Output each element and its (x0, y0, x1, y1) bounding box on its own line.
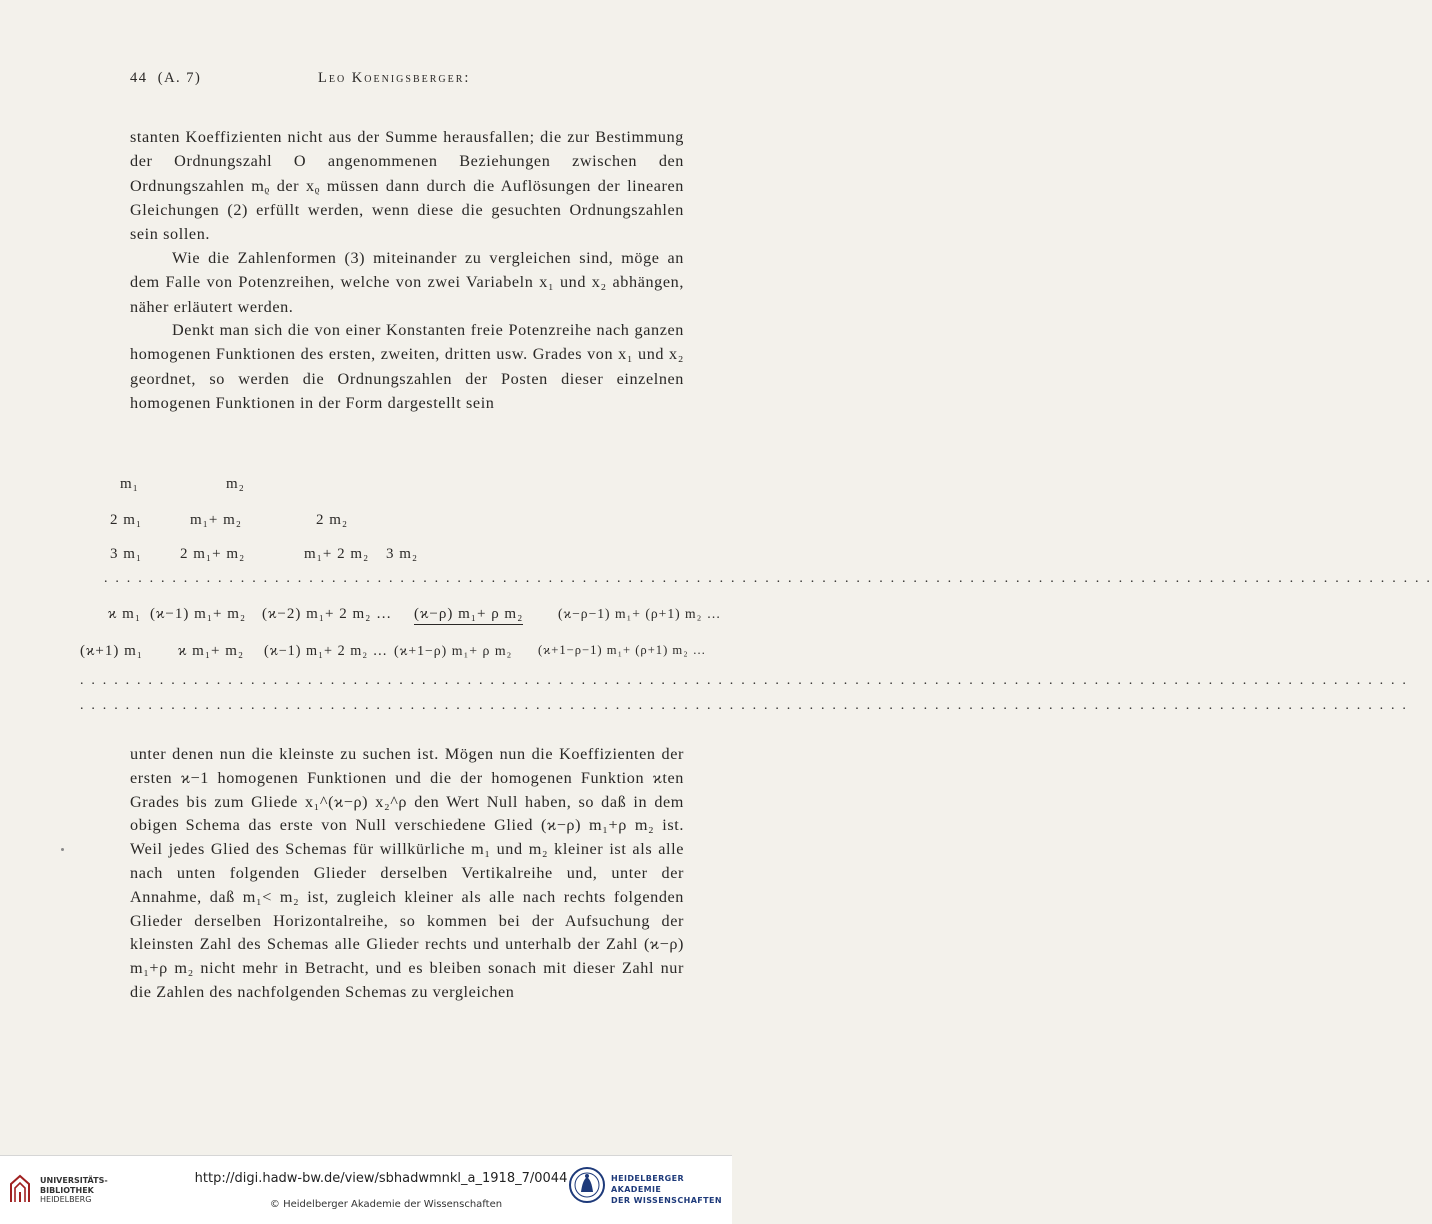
schema-row5-cell3: (ϰ−1) m₁+ 2 m₂ … (264, 643, 388, 659)
academy-seal-icon (568, 1166, 606, 1204)
schema-row5-cell1: (ϰ+1) m₁ (80, 643, 143, 659)
schema-ellipsis-row-2: . . . . . . . . . . . . . . . . . . . . . . . . . . . . . . . . . . . . . . . . . . . . . . . . . . . . . . . . . . . . . . . . . . . . . . . . . . . . . . . . . . . . . . . . . . . . . . . . . . . . . . . . . . . . . . . . . . . . . (80, 673, 1409, 688)
order-number-schema (0, 470, 1432, 720)
university-library-name: UNIVERSITÄTS- BIBLIOTHEK HEIDELBERG (40, 1176, 108, 1204)
academy-name: HEIDELBERGER AKADEMIE DER WISSENSCHAFTEN (611, 1174, 722, 1205)
schema-row1-cell2: m₂ (226, 476, 245, 492)
schema-ellipsis-row: . . . . . . . . . . . . . . . . . . . . . . . . . . . . . . . . . . . . . . . . . . . . . . . . . . . . . . . . . . . . . . . . . . . . . . . . . . . . . . . . . . . . . . . . . . . . . . . . . . . . . . . . . . . . . . . . . . . . . (104, 571, 1432, 586)
running-title: Leo Koenigsberger: (318, 70, 471, 86)
schema-row3-cell2: 2 m₁+ m₂ (180, 546, 246, 562)
paragraph-1: stanten Koeffizienten nicht aus der Summe herausfallen; die zur Bestimmung der Ordnungszahl O angenommenen Beziehungen zwischen den Ordnungszahlen mᵨ der xᵨ müssen dann durch die Auflösungen der linearen Gleichungen (2) erfüllt werden, wenn diese die gesuchten Ordnungszahlen sein sollen. (130, 128, 684, 244)
schema-row4-cell1: ϰ m₁ (108, 606, 142, 622)
paragraph-4: unter denen nun die kleinste zu suchen ist. Mögen nun die Koeffizienten der ersten ϰ−1 homogenen Funktionen und die der homogenen Funktion ϰten Grades bis zum Gliede x₁^(ϰ−ρ) x₂^ρ den Wert Null haben, so daß in dem obigen Schema das erste von Null verschiedene Glied (ϰ−ρ) m₁+ρ m₂ ist. Weil jedes Glied des Schemas für willkürliche m₁ und m₂ kleiner ist als alle nach unten folgenden Glieder derselben Vertikalreihe und, unter der Annahme, daß m₁< m₂ ist, zugleich kleiner als alle nach rechts folgenden Glieder derselben Horizontalreihe, so kommen bei der Aufsuchung der kleinsten Zahl des Schemas alle Glieder rechts und unterhalb der Zahl (ϰ−ρ) m₁+ρ m₂ nicht mehr in Betracht, und es bleiben sonach mit dieser Zahl nur die Zahlen des nachfolgenden Schemas zu vergleichen (130, 745, 684, 1001)
schema-row3-cell4: 3 m₂ (386, 546, 419, 562)
schema-row4-cell3: (ϰ−2) m₁+ 2 m₂ … (262, 606, 393, 622)
schema-row2-cell2: m₁+ m₂ (190, 512, 243, 528)
schema-ellipsis-row-3: . . . . . . . . . . . . . . . . . . . . . . . . . . . . . . . . . . . . . . . . . . . . . . . . . . . . . . . . . . . . . . . . . . . . . . . . . . . . . . . . . . . . . . . . . . . . . . . . . . . . . . . . . . . . . . . . . . . . . (80, 698, 1409, 713)
schema-row2-cell1: 2 m₁ (110, 512, 143, 528)
margin-mark (61, 848, 64, 851)
copyright-notice: © Heidelberger Akademie der Wissenschaften (269, 1199, 503, 1210)
paragraph-3: Denkt man sich die von einer Konstanten freie Potenzreihe nach ganzen homogenen Funktionen des ersten, zweiten, dritten usw. Grades von x₁ und x₂ geordnet, so werden die Ordnungszahlen der Posten dieser einzelnen homogenen Funktionen in der Form dargestellt sein (130, 321, 684, 412)
digitization-footer (0, 1155, 732, 1224)
schema-row4-cell4-underlined: (ϰ−ρ) m₁+ ρ m₂ (414, 606, 523, 625)
schema-row2-cell3: 2 m₂ (316, 512, 349, 528)
schema-row5-cell4: (ϰ+1−ρ) m₁+ ρ m₂ (394, 643, 513, 658)
schema-row5-cell5: (ϰ+1−ρ−1) m₁+ (ρ+1) m₂ … (538, 643, 707, 657)
page-number: 44 (A. 7) (130, 70, 202, 86)
permalink-url[interactable]: http://digi.hadw-bw.de/view/sbhadwmnkl_a_1918_7/0044 (194, 1171, 568, 1186)
schema-row5-cell2: ϰ m₁+ m₂ (178, 643, 245, 659)
schema-row3-cell3: m₁+ 2 m₂ (304, 546, 370, 562)
schema-row1-cell1: m₁ (120, 476, 139, 492)
schema-row4-cell5: (ϰ−ρ−1) m₁+ (ρ+1) m₂ … (558, 606, 722, 621)
schema-row4-cell2: (ϰ−1) m₁+ m₂ (150, 606, 247, 622)
paragraph-2: Wie die Zahlenformen (3) miteinander zu vergleichen sind, möge an dem Falle von Potenzreihen, welche von zwei Variabeln x₁ und x₂ abhängen, näher erläutert werden. (130, 249, 684, 316)
schema-row3-cell1: 3 m₁ (110, 546, 143, 562)
